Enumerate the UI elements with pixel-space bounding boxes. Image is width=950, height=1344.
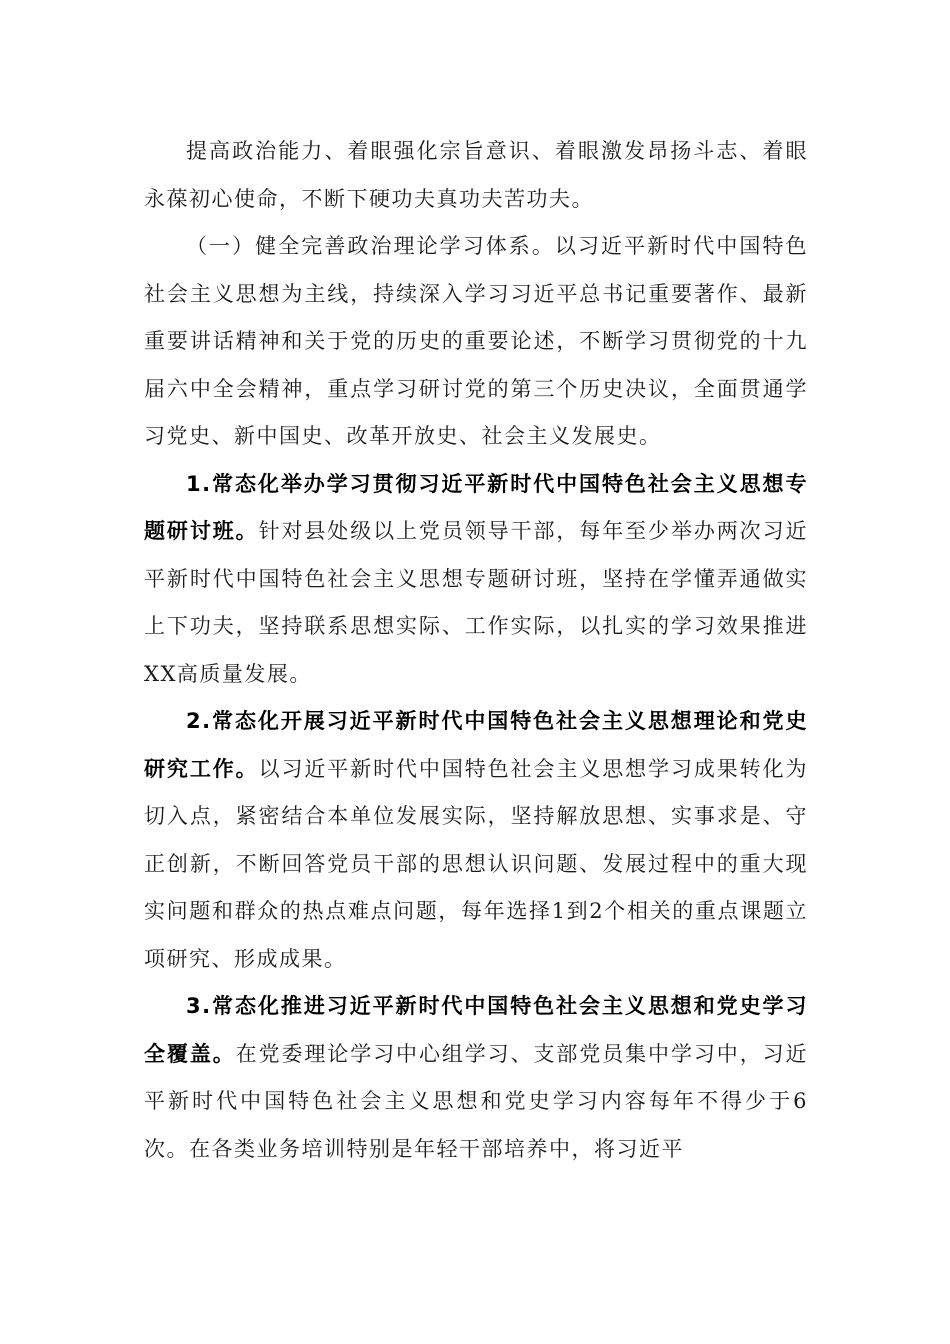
paragraph-item-2 (144, 698, 808, 983)
item-1-heading: 1.常态化举办学习贯彻习近平新时代中国特色社会主义思想专题研讨班。 (144, 471, 808, 543)
item-3-text: 在党委理论学习中心组学习、支部党员集中学习中，习近平新时代中国特色社会主义思想和党史学习内容每年不得少于6次。在各类业务培训特别是年轻干部培养中，将习近平 (144, 1041, 809, 1161)
item-1-text: 针对县处级以上党员领导干部，每年至少举办两次习近平新时代中国特色社会主义思想专题研讨班，坚持在学懂弄通做实上下功夫，坚持联系思想实际、工作实际，以扎实的学习效果推进XX高质量发展。 (144, 519, 809, 686)
item-2-text: 以习近平新时代中国特色社会主义思想学习成果转化为切入点，紧密结合本单位发展实际，坚持解放思想、实事求是、守正创新，不断回答党员干部的思想认识问题、发展过程中的重大现实问题和群众的热点难点问题，每年选择1到2个相关的重点课题立项研究、形成成果。 (144, 756, 809, 971)
item-3-heading: 3.常态化推进习近平新时代中国特色社会主义思想和党史学习全覆盖。 (144, 994, 808, 1066)
document-body (144, 128, 808, 1173)
paragraph-section-1 (144, 223, 808, 461)
paragraph-intro-continuation (144, 128, 808, 223)
item-2-heading: 2.常态化开展习近平新时代中国特色社会主义思想理论和党史研究工作。 (144, 709, 808, 781)
paragraph-item-3 (144, 983, 808, 1173)
paragraph-text: （一）健全完善政治理论学习体系。以习近平新时代中国特色社会主义思想为主线，持续深入学习习近平总书记重要著作、最新重要讲话精神和关于党的历史的重要论述，不断学习贯彻党的十九届六中全会精神，重点学习研讨党的第三个历史决议，全面贯通学习党史、新中国史、改革开放史、社会主义发展史。 (144, 234, 808, 448)
paragraph-item-1 (144, 461, 808, 699)
paragraph-text: 提高政治能力、着眼强化宗旨意识、着眼激发昂扬斗志、着眼永葆初心使命，不断下硬功夫真功夫苦功夫。 (144, 139, 808, 211)
